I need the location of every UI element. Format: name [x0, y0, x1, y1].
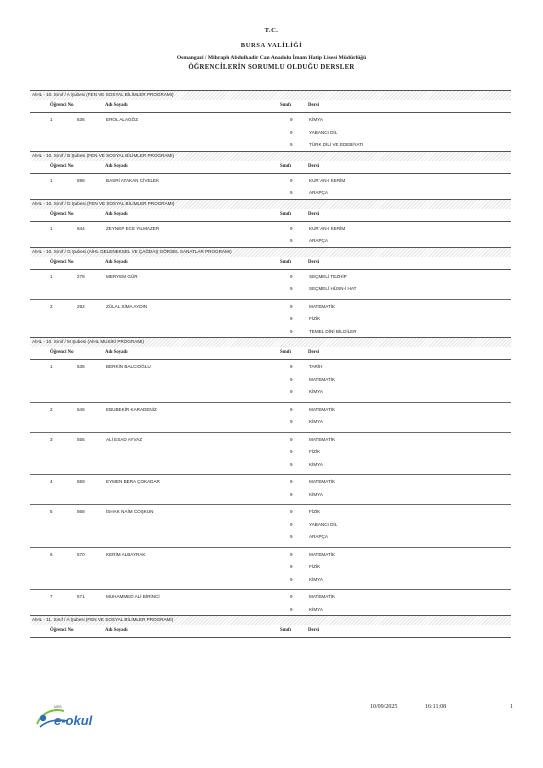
- report-table: [30, 90, 511, 638]
- course-line: [30, 222, 511, 235]
- course-class: 9: [290, 190, 293, 195]
- course-line: [30, 174, 511, 187]
- class-section: [30, 337, 511, 615]
- header-student-name: Adı Soyadı: [105, 211, 128, 217]
- student-name: İSHAK NAİM COŞKUN: [106, 509, 154, 514]
- student-name: KERİM ALBAYRAK: [106, 551, 146, 557]
- course-class: 9: [290, 286, 293, 291]
- course-name: KİMYA: [309, 389, 323, 394]
- student-row: [30, 433, 511, 476]
- class-section: [30, 615, 511, 638]
- course-name: TARİH: [309, 364, 323, 369]
- course-name: MATEMATİK: [309, 376, 336, 382]
- student-number: 598: [77, 177, 85, 183]
- course-class: 9: [290, 594, 293, 599]
- course-line: [30, 458, 511, 471]
- student-name: ALİ ESAD AYVAZ: [106, 436, 143, 442]
- course-class: 9: [290, 225, 293, 231]
- student-number: 292: [77, 303, 85, 309]
- course-name: FİZİK: [309, 316, 321, 321]
- student-name: BERKİN BALCIOĞLU: [106, 364, 151, 369]
- row-index: 1: [50, 117, 53, 122]
- section-bar: [30, 151, 511, 161]
- course-class: 9: [290, 142, 293, 147]
- course-line: [30, 300, 511, 313]
- student-name: MERYEM GÜR: [106, 273, 138, 279]
- row-index: 2: [50, 303, 53, 309]
- section-title: AİHL - 10. Sınıf / G Şubesi (AİHL GELENEKSEL VE ÇAĞDAŞ GÖRSEL SANATLAR PROGRAMI): [32, 248, 232, 254]
- course-class: 9: [290, 364, 293, 369]
- course-line: [30, 360, 511, 373]
- course-line: [30, 518, 511, 531]
- course-line: [30, 282, 511, 295]
- header-student-name: Adı Soyadı: [105, 628, 128, 633]
- section-bar: [30, 337, 511, 347]
- row-index: 5: [50, 509, 53, 514]
- course-name: YABANCI DİL: [309, 129, 338, 135]
- student-number: 571: [77, 594, 85, 599]
- course-class: 9: [290, 273, 293, 279]
- course-line: [30, 403, 511, 416]
- header-student-no: Öğrenci No: [50, 211, 74, 217]
- logo-text: e-okul: [54, 713, 93, 728]
- row-index: 1: [50, 273, 53, 279]
- header-student-name: Adı Soyadı: [105, 163, 128, 169]
- course-name: FİZİK: [309, 564, 321, 569]
- student-name: MUHAMMED ALİ BİRİNCİ: [106, 594, 160, 599]
- header-course: Dersi: [308, 350, 319, 355]
- course-class: 9: [290, 606, 293, 612]
- course-class: 9: [290, 491, 293, 497]
- header-student-no: Öğrenci No: [50, 628, 74, 633]
- row-index: 7: [50, 594, 53, 599]
- student-name: BASRİ ATAKAN CİVELEK: [106, 177, 160, 183]
- header-school: Osmangazi / Mihraplı Abdulkadir Can Anadolu İmam Hatip Lisesi Müdürlüğü: [176, 55, 367, 61]
- section-bar: [30, 615, 511, 625]
- header-course: Dersi: [308, 259, 319, 265]
- course-class: 9: [290, 564, 293, 569]
- course-class: 9: [290, 117, 293, 122]
- course-name: TÜRK DİLİ VE EDEBİYATI: [309, 142, 364, 147]
- column-header: [30, 257, 511, 270]
- course-class: 9: [290, 406, 293, 412]
- course-class: 9: [290, 376, 293, 382]
- column-header: [30, 209, 511, 222]
- course-line: [30, 126, 511, 139]
- course-name: FİZİK: [309, 449, 321, 454]
- column-header: [30, 161, 511, 174]
- section-title: AİHL - 10. Sınıf / B Şubesi (FEN VE SOSYAL BİLİMLER PROGRAMI): [32, 152, 175, 158]
- course-name: ARAPÇA: [309, 534, 328, 539]
- header-class: Sınıfı: [280, 628, 291, 633]
- section-bar: [30, 90, 511, 100]
- course-line: [30, 548, 511, 561]
- course-line: [30, 590, 511, 603]
- class-section: [30, 90, 511, 151]
- course-class: 9: [290, 129, 293, 135]
- row-index: 2: [50, 406, 53, 412]
- section-title: AİHL - 10. Sınıf / M Şubesi (AİHL MUSİKİ PROGRAMI): [32, 339, 144, 344]
- course-name: SEÇMELİ HÜSN-İ HAT: [309, 286, 357, 291]
- course-line: [30, 433, 511, 446]
- student-row: [30, 360, 511, 403]
- header-student-name: Adı Soyadı: [105, 350, 128, 355]
- logo-small-text: MEB: [54, 705, 62, 709]
- column-header: [30, 347, 511, 360]
- course-class: 9: [290, 461, 293, 467]
- header-student-name: Adı Soyadı: [105, 103, 128, 108]
- header-course: Dersi: [308, 103, 319, 108]
- report-title: ÖĞRENCİLERİN SORUMLU OLDUĞU DERSLER: [188, 64, 355, 71]
- course-line: [30, 312, 511, 325]
- course-name: MATEMATİK: [309, 479, 336, 484]
- course-line: [30, 325, 511, 338]
- course-class: 9: [290, 303, 293, 309]
- course-name: KUR`AN-I KERİM: [309, 177, 346, 183]
- course-line: [30, 113, 511, 126]
- course-name: FİZİK: [309, 509, 321, 514]
- student-row: [30, 403, 511, 433]
- course-name: KİMYA: [309, 461, 323, 467]
- student-row: [30, 548, 511, 591]
- course-line: [30, 270, 511, 283]
- header-class: Sınıfı: [280, 259, 291, 265]
- header-student-name: Adı Soyadı: [105, 259, 128, 265]
- student-row: [30, 174, 511, 199]
- row-index: 1: [50, 225, 53, 231]
- course-name: MATEMATİK: [309, 303, 336, 309]
- header-student-no: Öğrenci No: [50, 163, 74, 169]
- header-class: Sınıfı: [280, 211, 291, 217]
- course-class: 9: [290, 419, 293, 424]
- class-section: [30, 151, 511, 199]
- header-course: Dersi: [308, 163, 319, 169]
- course-name: ARAPÇA: [309, 190, 328, 195]
- course-class: 9: [290, 177, 293, 183]
- course-line: [30, 488, 511, 501]
- student-number: 278: [77, 273, 85, 279]
- section-bar: [30, 247, 511, 257]
- student-number: 536: [77, 117, 85, 122]
- section-title: AİHL - 10. Sınıf / A Şubesi (FEN VE SOSYAL BİLİMLER PROGRAMI): [32, 92, 174, 97]
- course-name: ARAPÇA: [309, 238, 328, 243]
- student-name: EYMEN BERA ÇOKADAR: [106, 479, 160, 484]
- header-governorship: BURSA VALİLİĞİ: [240, 42, 303, 49]
- course-line: [30, 415, 511, 428]
- student-name: ZEYNEP ECE YILMAZER: [106, 225, 160, 231]
- header-course: Dersi: [308, 211, 319, 217]
- course-name: KİMYA: [309, 419, 323, 424]
- course-line: [30, 373, 511, 386]
- footer-page-number: 1: [510, 704, 513, 710]
- course-line: [30, 186, 511, 199]
- course-line: [30, 475, 511, 488]
- course-class: 9: [290, 534, 293, 539]
- header-course: Dersi: [308, 628, 319, 633]
- header-student-no: Öğrenci No: [50, 259, 74, 265]
- footer-date: 10/09/2025: [370, 704, 398, 710]
- student-number: 568: [77, 509, 85, 514]
- course-line: [30, 385, 511, 398]
- row-index: 3: [50, 436, 53, 442]
- header-student-no: Öğrenci No: [50, 350, 74, 355]
- course-name: KUR`AN-I KERİM: [309, 225, 346, 231]
- class-section: [30, 247, 511, 338]
- course-line: [30, 138, 511, 151]
- section-title: AİHL - 10. Sınıf / D Şubesi (FEN VE SOSYAL BİLİMLER PROGRAMI): [32, 200, 175, 206]
- course-class: 9: [290, 316, 293, 321]
- header-student-no: Öğrenci No: [50, 103, 74, 108]
- student-number: 559: [77, 479, 85, 484]
- course-line: [30, 573, 511, 586]
- class-section: [30, 199, 511, 247]
- footer-time: 16:11:08: [425, 704, 447, 710]
- course-class: 9: [290, 479, 293, 484]
- student-name: ZÜLAL SİMA AYDIN: [106, 303, 148, 309]
- row-index: 6: [50, 551, 53, 557]
- student-number: 538: [77, 364, 85, 369]
- course-class: 9: [290, 389, 293, 394]
- course-name: TEMEL DİNİ BİLGİLER: [309, 328, 357, 334]
- course-class: 9: [290, 576, 293, 582]
- course-class: 9: [290, 436, 293, 442]
- column-header: [30, 625, 511, 638]
- student-name: EBUBEKİR KARADENİZ: [106, 406, 157, 412]
- header-class: Sınıfı: [280, 103, 291, 108]
- header-class: Sınıfı: [280, 350, 291, 355]
- course-line: [30, 560, 511, 573]
- student-row: [30, 270, 511, 300]
- student-row: [30, 590, 511, 615]
- student-row: [30, 113, 511, 151]
- student-row: [30, 475, 511, 505]
- course-line: [30, 530, 511, 543]
- course-class: 9: [290, 328, 293, 334]
- row-index: 4: [50, 479, 53, 484]
- course-name: MATEMATİK: [309, 551, 336, 557]
- course-name: MATEMATİK: [309, 406, 336, 412]
- student-row: [30, 222, 511, 247]
- course-line: [30, 505, 511, 518]
- header-country: T.C.: [264, 27, 279, 34]
- course-line: [30, 445, 511, 458]
- student-row: [30, 505, 511, 548]
- student-name: EROL ALAGÖZ: [106, 117, 138, 122]
- course-class: 9: [290, 551, 293, 557]
- student-number: 555: [77, 436, 85, 442]
- course-class: 9: [290, 509, 293, 514]
- student-row: [30, 300, 511, 338]
- course-name: KİMYA: [309, 117, 323, 122]
- section-bar: [30, 199, 511, 209]
- course-line: [30, 234, 511, 247]
- header-class: Sınıfı: [280, 163, 291, 169]
- course-name: SEÇMELİ TEZHİP: [309, 273, 347, 279]
- course-class: 9: [290, 238, 293, 243]
- e-okul-logo: [34, 702, 108, 732]
- course-name: MATEMATİK: [309, 436, 336, 442]
- course-name: MATEMATİK: [309, 594, 336, 599]
- course-name: KİMYA: [309, 491, 323, 497]
- row-index: 1: [50, 177, 53, 183]
- course-line: [30, 603, 511, 616]
- student-number: 644: [77, 225, 85, 231]
- course-name: KİMYA: [309, 576, 323, 582]
- course-class: 9: [290, 521, 293, 527]
- course-class: 9: [290, 449, 293, 454]
- column-header: [30, 100, 511, 113]
- section-title: AİHL - 11. Sınıf / A Şubesi (FEN VE SOSYAL BİLİMLER PROGRAMI): [32, 617, 174, 622]
- course-name: YABANCI DİL: [309, 521, 338, 527]
- student-number: 570: [77, 551, 85, 557]
- student-number: 546: [77, 406, 85, 412]
- row-index: 1: [50, 364, 53, 369]
- course-name: KİMYA: [309, 606, 323, 612]
